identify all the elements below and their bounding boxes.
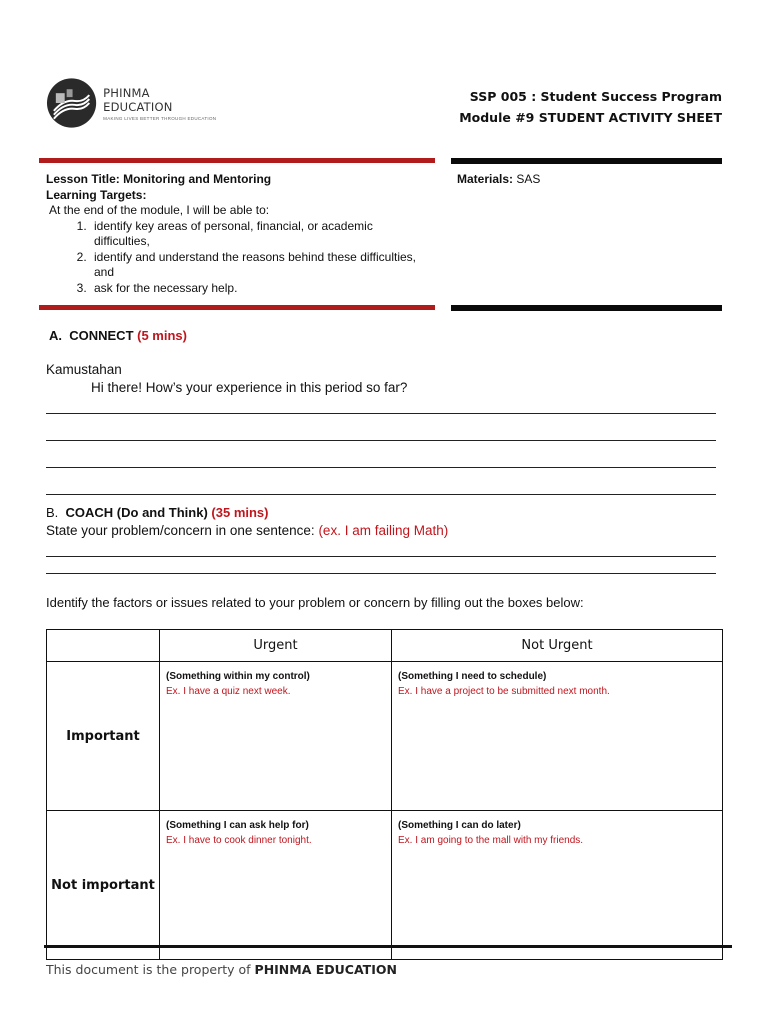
cell-not-important-urgent[interactable] bbox=[160, 811, 392, 960]
materials-label: Materials: bbox=[457, 172, 514, 186]
col-header-not-urgent: Not Urgent bbox=[392, 630, 723, 662]
section-a-title: CONNECT bbox=[69, 328, 134, 343]
logo bbox=[46, 72, 221, 134]
red-divider-bottom bbox=[39, 305, 435, 310]
section-a-letter: A. bbox=[49, 328, 62, 343]
answer-line[interactable] bbox=[46, 440, 716, 441]
learning-targets-label: Learning Targets: bbox=[46, 187, 147, 202]
footer-prefix: This document is the property of bbox=[46, 962, 251, 977]
answer-line[interactable] bbox=[46, 573, 716, 574]
footer bbox=[46, 962, 397, 977]
footer-divider bbox=[44, 945, 732, 948]
cell-example: Ex. I have a project to be submitted next month. bbox=[398, 686, 610, 697]
section-b-prompt-line bbox=[46, 523, 448, 538]
section-b-instruction: Identify the factors or issues related to your problem or concern by filling out the boxes below: bbox=[46, 595, 584, 610]
section-b-prompt: State your problem/concern in one sentence: bbox=[46, 523, 315, 538]
section-a-prompt: Hi there! How’s your experience in this period so far? bbox=[91, 380, 408, 395]
cell-category: (Something I can do later) bbox=[398, 820, 521, 831]
section-b-heading bbox=[46, 505, 269, 520]
section-a-subtitle: Kamustahan bbox=[46, 362, 122, 377]
answer-line[interactable] bbox=[46, 467, 716, 468]
cell-important-urgent[interactable] bbox=[160, 662, 392, 811]
materials bbox=[457, 172, 540, 186]
learning-target-item: 2. identify and understand the reasons behind these difficulties, and bbox=[90, 250, 426, 281]
logo-tagline: MAKING LIVES BETTER THROUGH EDUCATION bbox=[103, 115, 217, 121]
corner-cell bbox=[47, 630, 160, 662]
answer-line[interactable] bbox=[46, 556, 716, 557]
answer-line[interactable] bbox=[46, 494, 716, 495]
section-a-time: (5 mins) bbox=[137, 328, 187, 343]
black-divider-top bbox=[451, 158, 722, 164]
section-b-example: (ex. I am failing Math) bbox=[318, 523, 449, 538]
materials-value: SAS bbox=[516, 172, 541, 186]
col-header-urgent: Urgent bbox=[160, 630, 392, 662]
cell-category: (Something I need to schedule) bbox=[398, 671, 547, 682]
phinma-logo-icon bbox=[46, 77, 97, 129]
cell-category: (Something within my control) bbox=[166, 671, 310, 682]
learning-targets-intro: At the end of the module, I will be able to: bbox=[49, 203, 270, 217]
cell-example: Ex. I have to cook dinner tonight. bbox=[166, 835, 312, 846]
cell-example: Ex. I am going to the mall with my friends. bbox=[398, 835, 584, 846]
answer-line[interactable] bbox=[46, 413, 716, 414]
learning-target-item: 1. identify key areas of personal, financial, or academic difficulties, bbox=[90, 219, 426, 250]
cell-not-important-not-urgent[interactable] bbox=[392, 811, 723, 960]
footer-owner: PHINMA EDUCATION bbox=[254, 962, 397, 977]
section-a-heading bbox=[49, 328, 187, 343]
lesson-info bbox=[46, 172, 426, 296]
learning-targets-list bbox=[46, 219, 426, 297]
cell-example: Ex. I have a quiz next week. bbox=[166, 686, 291, 697]
lesson-title: Lesson Title: Monitoring and Mentoring bbox=[46, 172, 272, 186]
learning-target-item: 3. ask for the necessary help. bbox=[90, 281, 426, 297]
black-divider-bottom bbox=[451, 305, 722, 311]
cell-category: (Something I can ask help for) bbox=[166, 820, 309, 831]
module-title: Module #9 STUDENT ACTIVITY SHEET bbox=[459, 110, 722, 125]
red-divider-top bbox=[39, 158, 435, 163]
logo-name: PHINMA EDUCATION bbox=[103, 85, 173, 114]
section-b-title: COACH (Do and Think) bbox=[65, 505, 208, 520]
section-b-time: (35 mins) bbox=[211, 505, 269, 520]
cell-important-not-urgent[interactable] bbox=[392, 662, 723, 811]
section-b-letter: B. bbox=[46, 505, 59, 520]
row-header-important: Important bbox=[47, 662, 160, 811]
course-title: SSP 005 : Student Success Program bbox=[469, 89, 722, 104]
row-header-not-important: Not important bbox=[47, 811, 160, 960]
priority-matrix bbox=[46, 629, 723, 960]
document-heading bbox=[459, 86, 722, 128]
